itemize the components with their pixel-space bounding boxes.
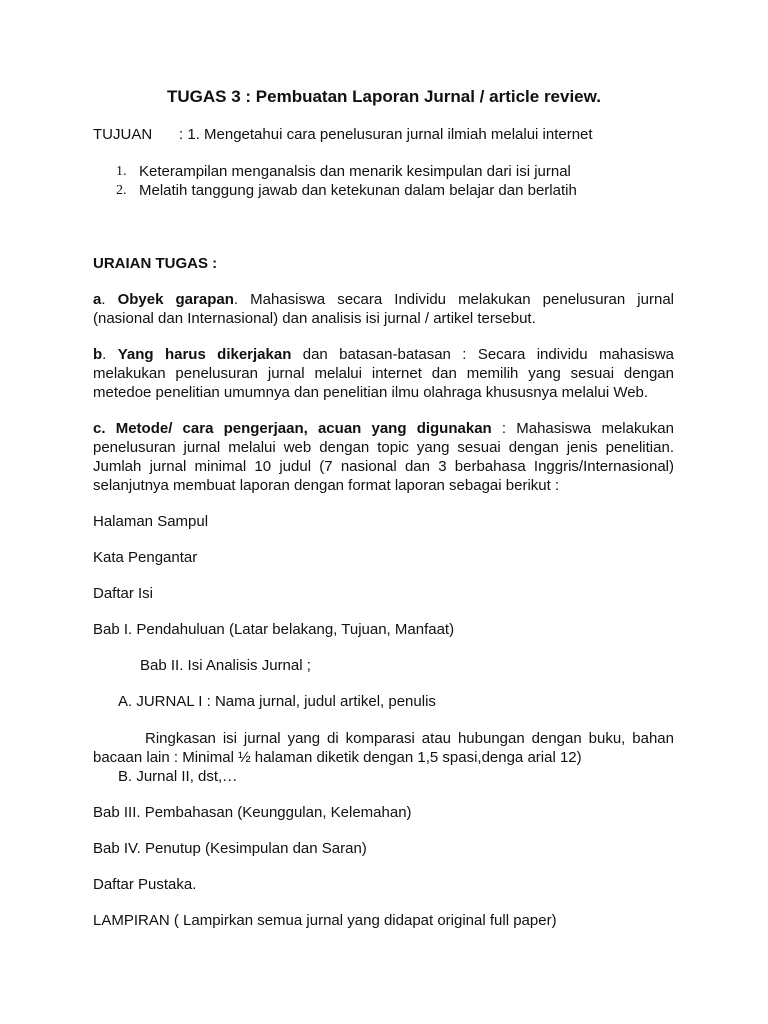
format-halaman-sampul: Halaman Sampul — [93, 513, 209, 530]
format-daftar-pustaka: Daftar Pustaka. — [93, 876, 197, 893]
tujuan-line — [93, 125, 713, 144]
format-jurnal-a: A. JURNAL I : Nama jurnal, judul artikel, penulis — [118, 693, 436, 710]
list-text: Keterampilan menganalsis dan menarik kesimpulan dari isi jurnal — [139, 163, 571, 180]
format-daftar-isi: Daftar Isi — [93, 585, 154, 602]
format-ringkasan: Ringkasan isi jurnal yang di komparasi atau hubungan dengan buku, bahan bacaan lain : Minimal ½ halaman diketik dengan 1,5 spasi,denga arial 12) — [93, 730, 674, 766]
format-kata-pengantar: Kata Pengantar — [93, 549, 198, 566]
format-bab-2: Bab II. Isi Analisis Jurnal ; — [140, 657, 311, 674]
format-bab-4: Bab IV. Penutup (Kesimpulan dan Saran) — [93, 840, 367, 857]
format-bab-1: Bab I. Pendahuluan (Latar belakang, Tujuan, Manfaat) — [93, 621, 455, 638]
tujuan-label: TUJUAN — [93, 126, 153, 143]
uraian-heading: URAIAN TUGAS : — [93, 255, 218, 272]
list-number: 2. — [116, 183, 127, 198]
tujuan-list — [93, 162, 693, 200]
format-bab-3: Bab III. Pembahasan (Keunggulan, Kelemahan) — [93, 804, 412, 821]
format-lampiran: LAMPIRAN ( Lampirkan semua jurnal yang didapat original full paper) — [93, 912, 557, 929]
list-number: 1. — [116, 164, 127, 179]
section-a: a. Obyek garapan. Mahasiswa secara Individu melakukan penelusuran jurnal (nasional dan Internasional) dan analisis isi jurnal / artikel tersebut. — [93, 291, 674, 327]
list-item — [93, 181, 693, 200]
list-text: Melatih tanggung jawab dan ketekunan dalam belajar dan berlatih — [139, 182, 577, 199]
document-title: TUGAS 3 : Pembuatan Laporan Jurnal / article review. — [167, 87, 601, 106]
format-jurnal-b: B. Jurnal II, dst,… — [118, 768, 238, 785]
tujuan-first-goal: : 1. Mengetahui cara penelusuran jurnal ilmiah melalui internet — [179, 126, 593, 143]
section-c: c. Metode/ cara pengerjaan, acuan yang digunakan : Mahasiswa melakukan penelusuran jurnal melalui web dengan topic yang sesuai dengan jenis penelitian. Jumlah jurnal minimal 10 judul (7 nasional dan 3 berbahasa Inggris/Internasional) selanjutnya membuat laporan dengan format laporan sebagai berikut : — [93, 420, 674, 494]
list-item — [93, 162, 693, 181]
section-b: b. Yang harus dikerjakan dan batasan-batasan : Secara individu mahasiswa melakukan penelusuran jurnal melalui internet dan memilih yang sesuai dengan metedoe penelitian umumnya dan penelitian ilmu olahraga khususnya melalui Web. — [93, 346, 674, 401]
